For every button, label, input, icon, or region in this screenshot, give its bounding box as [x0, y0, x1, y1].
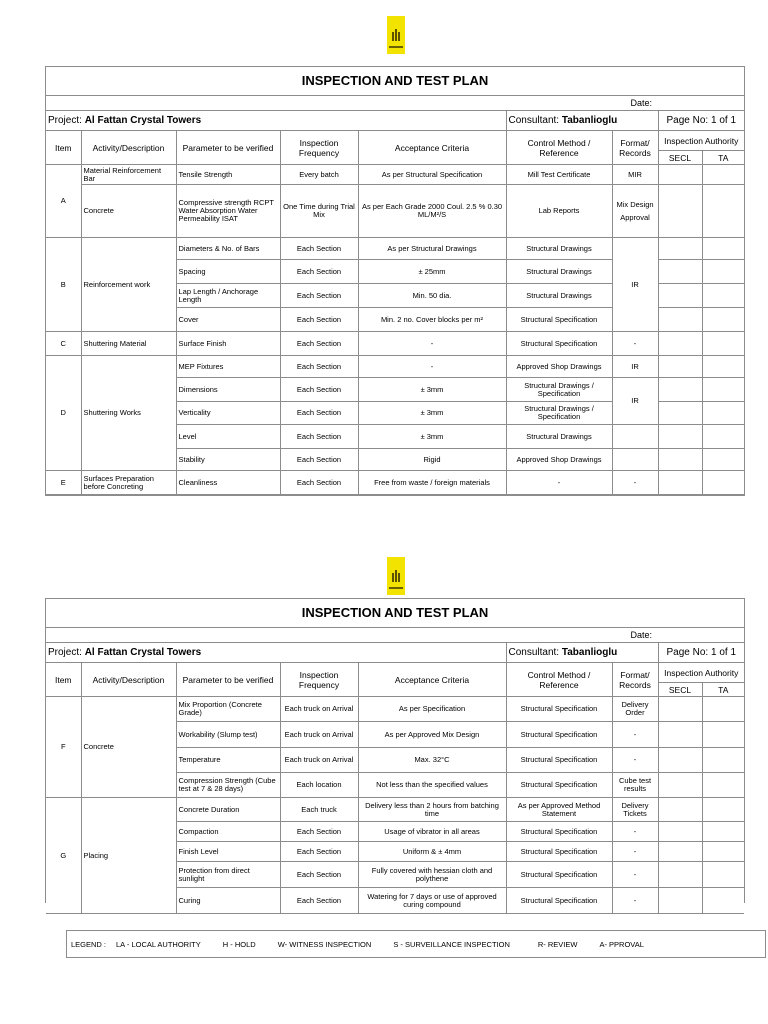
company-logo	[387, 557, 405, 595]
table-row	[46, 332, 744, 356]
frequency: Each Section	[280, 260, 358, 284]
header-ta: TA	[702, 151, 744, 165]
project-field: Project: Al Fattan Crystal Towers	[46, 643, 506, 663]
record: -	[612, 748, 658, 773]
control-method: Structural Specification	[506, 697, 612, 722]
frequency: Each Section	[280, 378, 358, 402]
control-method: Structural Specification	[506, 308, 612, 332]
record: Delivery Order	[612, 697, 658, 722]
header-activity: Activity/Description	[81, 663, 176, 697]
activity: Shuttering Material	[81, 332, 176, 356]
item-code: G	[46, 798, 81, 914]
record: -	[612, 722, 658, 748]
parameter: Compression Strength (Cube test at 7 & 28 days)	[176, 773, 280, 798]
parameter: Concrete Duration	[176, 798, 280, 822]
record: -	[612, 822, 658, 842]
criteria: ± 3mm	[358, 378, 506, 402]
criteria: Uniform & ± 4mm	[358, 842, 506, 862]
control-method: Structural Drawings	[506, 425, 612, 449]
legend-witness: W- WITNESS INSPECTION	[277, 939, 372, 949]
header-control: Control Method / Reference	[506, 131, 612, 165]
parameter: Lap Length / Anchorage Length	[176, 284, 280, 308]
consultant-field: Consultant: Tabanlioglu	[506, 643, 658, 663]
table-row	[46, 798, 744, 822]
parameter: Verticality	[176, 402, 280, 425]
control-method: Structural Drawings	[506, 238, 612, 260]
criteria: As per Each Grade 2000 Coul. 2.5 % 0.30 ML/M²/S	[358, 185, 506, 238]
header-authority: Inspection Authority	[658, 663, 744, 683]
record: IR	[612, 356, 658, 378]
legend-la: LA - LOCAL AUTHORITY	[116, 939, 201, 949]
control-method: Structural Specification	[506, 842, 612, 862]
criteria: ± 3mm	[358, 402, 506, 425]
control-method: Approved Shop Drawings	[506, 449, 612, 471]
criteria: -	[358, 356, 506, 378]
parameter: Surface Finish	[176, 332, 280, 356]
control-method: -	[506, 471, 612, 495]
record: IR	[612, 238, 658, 332]
activity: Placing	[81, 798, 176, 914]
header-activity: Activity/Description	[81, 131, 176, 165]
tower-icon	[391, 570, 401, 582]
table-row	[46, 471, 744, 495]
company-logo	[387, 16, 405, 54]
control-method: Structural Specification	[506, 332, 612, 356]
record: -	[612, 842, 658, 862]
legend-hold: H - HOLD	[222, 939, 256, 949]
criteria: Not less than the specified values	[358, 773, 506, 798]
table-row	[46, 356, 744, 378]
header-control: Control Method / Reference	[506, 663, 612, 697]
frequency: Each Section	[280, 332, 358, 356]
header-frequency: Inspection Frequency	[280, 663, 358, 697]
header-format: Format/ Records	[612, 663, 658, 697]
frequency: Each truck on Arrival	[280, 697, 358, 722]
frequency: Each truck on Arrival	[280, 722, 358, 748]
date-label: Date:	[46, 628, 744, 643]
record: -	[612, 862, 658, 888]
criteria: Fully covered with hessian cloth and polythene	[358, 862, 506, 888]
parameter: Curing	[176, 888, 280, 914]
frequency: Each Section	[280, 471, 358, 495]
frequency: Each Section	[280, 822, 358, 842]
frequency: Each Section	[280, 238, 358, 260]
criteria: As per Approved Mix Design	[358, 722, 506, 748]
control-method: Structural Drawings / Specification	[506, 378, 612, 402]
control-method: As per Approved Method Statement	[506, 798, 612, 822]
frequency: Each Section	[280, 356, 358, 378]
record: IR	[612, 378, 658, 425]
parameter: Workability (Slump test)	[176, 722, 280, 748]
item-code: B	[46, 238, 81, 332]
activity: Shuttering Works	[81, 356, 176, 471]
activity: Concrete	[81, 185, 176, 238]
legend	[66, 930, 766, 958]
frequency: Each Section	[280, 862, 358, 888]
parameter: Spacing	[176, 260, 280, 284]
control-method: Mill Test Certificate	[506, 165, 612, 185]
header-criteria: Acceptance Criteria	[358, 131, 506, 165]
frequency: Each Section	[280, 308, 358, 332]
control-method: Structural Drawings	[506, 284, 612, 308]
parameter: Diameters & No. of Bars	[176, 238, 280, 260]
parameter: Mix Proportion (Concrete Grade)	[176, 697, 280, 722]
parameter: Compressive strength RCPT Water Absorption Water Permeability ISAT	[176, 185, 280, 238]
criteria: -	[358, 332, 506, 356]
header-ta: TA	[702, 683, 744, 697]
criteria: Watering for 7 days or use of approved curing compound	[358, 888, 506, 914]
page-title: INSPECTION AND TEST PLAN	[46, 599, 744, 628]
record: -	[612, 332, 658, 356]
header-item: Item	[46, 663, 81, 697]
consultant-field: Consultant: Tabanlioglu	[506, 111, 658, 131]
itp-page-1	[45, 66, 745, 496]
page-number: Page No: 1 of 1	[658, 111, 744, 131]
tower-icon	[391, 29, 401, 41]
frequency: Every batch	[280, 165, 358, 185]
control-method: Structural Specification	[506, 722, 612, 748]
frequency: Each location	[280, 773, 358, 798]
criteria: As per Specification	[358, 697, 506, 722]
frequency: Each Section	[280, 449, 358, 471]
control-method: Structural Drawings	[506, 260, 612, 284]
control-method: Structural Specification	[506, 773, 612, 798]
criteria: Min. 50 dia.	[358, 284, 506, 308]
control-method: Lab Reports	[506, 185, 612, 238]
table-row	[46, 185, 744, 238]
parameter: Cover	[176, 308, 280, 332]
header-secl: SECL	[658, 151, 702, 165]
item-code: E	[46, 471, 81, 495]
record: -	[612, 471, 658, 495]
criteria: As per Structural Drawings	[358, 238, 506, 260]
item-code: A	[46, 165, 81, 238]
item-code: D	[46, 356, 81, 471]
header-frequency: Inspection Frequency	[280, 131, 358, 165]
legend-title: LEGEND :	[71, 939, 107, 949]
criteria: Max. 32°C	[358, 748, 506, 773]
item-code: F	[46, 697, 81, 798]
header-authority: Inspection Authority	[658, 131, 744, 151]
control-method: Structural Specification	[506, 822, 612, 842]
criteria: Rigid	[358, 449, 506, 471]
table-row	[46, 238, 744, 260]
header-criteria: Acceptance Criteria	[358, 663, 506, 697]
parameter: Dimensions	[176, 378, 280, 402]
frequency: One Time during Trial Mix	[280, 185, 358, 238]
criteria: Min. 2 no. Cover blocks per m²	[358, 308, 506, 332]
parameter: Compaction	[176, 822, 280, 842]
frequency: Each truck	[280, 798, 358, 822]
criteria: ± 3mm	[358, 425, 506, 449]
parameter: Cleanliness	[176, 471, 280, 495]
header-parameter: Parameter to be verified	[176, 131, 280, 165]
parameter: MEP Fixtures	[176, 356, 280, 378]
parameter: Finish Level	[176, 842, 280, 862]
activity: Reinforcement work	[81, 238, 176, 332]
date-label: Date:	[46, 96, 744, 111]
record: Mix Design Approval	[612, 185, 658, 238]
record: Cube test results	[612, 773, 658, 798]
table-row	[46, 165, 744, 185]
control-method: Structural Specification	[506, 748, 612, 773]
frequency: Each Section	[280, 888, 358, 914]
header-item: Item	[46, 131, 81, 165]
parameter: Tensile Strength	[176, 165, 280, 185]
criteria: Delivery less than 2 hours from batching time	[358, 798, 506, 822]
activity: Concrete	[81, 697, 176, 798]
criteria: ± 25mm	[358, 260, 506, 284]
header-format: Format/ Records	[612, 131, 658, 165]
criteria: As per Structural Specification	[358, 165, 506, 185]
itp-table-1	[46, 67, 744, 495]
frequency: Each Section	[280, 842, 358, 862]
legend-surveillance: S - SURVEILLANCE INSPECTION	[393, 939, 510, 949]
itp-page-2	[45, 598, 745, 909]
project-field: Project: Al Fattan Crystal Towers	[46, 111, 506, 131]
control-method: Structural Specification	[506, 888, 612, 914]
legend-approval: A- PPROVAL	[599, 939, 644, 949]
record: Delivery Tickets	[612, 798, 658, 822]
parameter: Temperature	[176, 748, 280, 773]
header-parameter: Parameter to be verified	[176, 663, 280, 697]
legend-review: R- REVIEW	[537, 939, 578, 949]
frequency: Each Section	[280, 425, 358, 449]
table-row	[46, 697, 744, 722]
frequency: Each Section	[280, 402, 358, 425]
control-method: Structural Specification	[506, 862, 612, 888]
parameter: Level	[176, 425, 280, 449]
frequency: Each truck on Arrival	[280, 748, 358, 773]
parameter: Stability	[176, 449, 280, 471]
page-title: INSPECTION AND TEST PLAN	[46, 67, 744, 96]
item-code: C	[46, 332, 81, 356]
header-secl: SECL	[658, 683, 702, 697]
record: -	[612, 888, 658, 914]
itp-table-2	[46, 599, 744, 914]
page-number: Page No: 1 of 1	[658, 643, 744, 663]
control-method: Structural Drawings / Specification	[506, 402, 612, 425]
activity: Material Reinforcement Bar	[81, 165, 176, 185]
criteria: Free from waste / foreign materials	[358, 471, 506, 495]
frequency: Each Section	[280, 284, 358, 308]
record: MIR	[612, 165, 658, 185]
criteria: Usage of vibrator in all areas	[358, 822, 506, 842]
parameter: Protection from direct sunlight	[176, 862, 280, 888]
control-method: Approved Shop Drawings	[506, 356, 612, 378]
activity: Surfaces Preparation before Concreting	[81, 471, 176, 495]
